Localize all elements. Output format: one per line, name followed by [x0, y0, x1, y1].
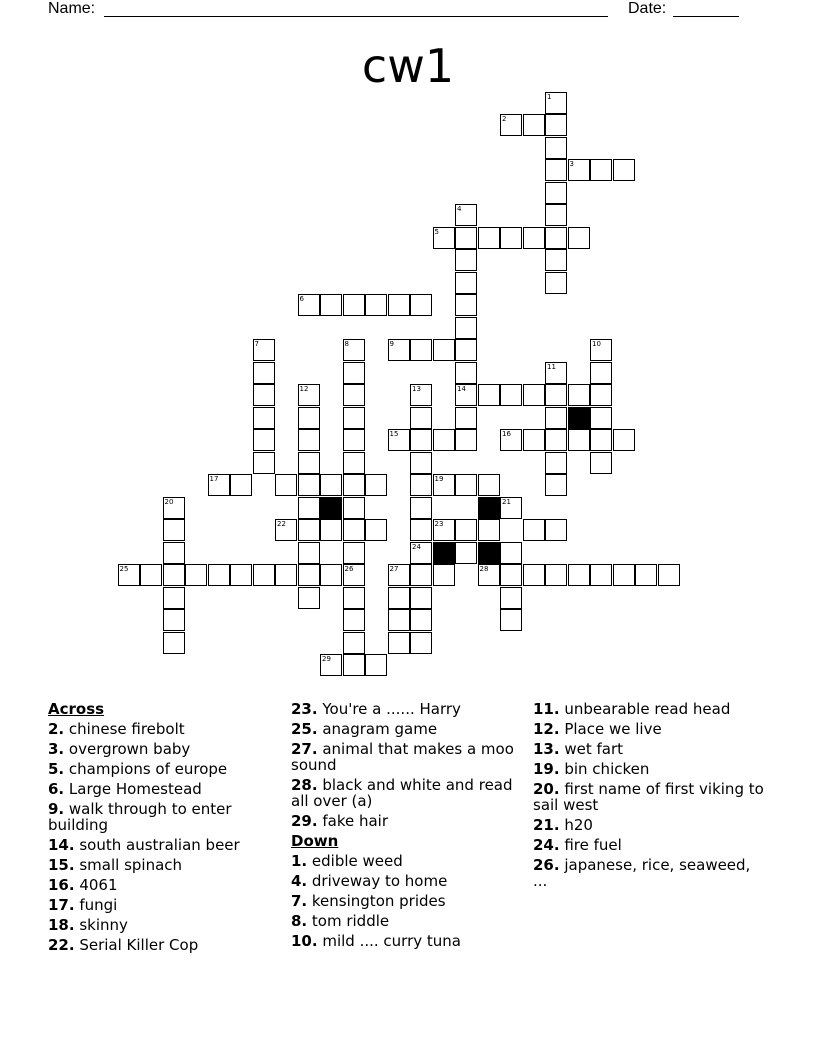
- grid-cell[interactable]: [410, 519, 432, 541]
- clue-column-1: [48, 701, 283, 957]
- grid-cell[interactable]: [253, 407, 275, 429]
- grid-cell[interactable]: [410, 294, 432, 316]
- clue-number: 28: [479, 565, 489, 573]
- grid-cell[interactable]: [410, 407, 432, 429]
- grid-cell[interactable]: [613, 564, 635, 586]
- grid-cell[interactable]: [343, 654, 365, 676]
- grid-cell[interactable]: [410, 587, 432, 609]
- clue-number-label: 19.: [533, 760, 560, 778]
- grid-cell[interactable]: [545, 227, 567, 249]
- grid-cell[interactable]: [343, 474, 365, 496]
- clue-text: Place we live: [559, 720, 662, 738]
- grid-cell[interactable]: [500, 384, 522, 406]
- black-square: [568, 407, 590, 429]
- grid-cell[interactable]: [298, 542, 320, 564]
- clue-number: 3: [569, 160, 574, 168]
- grid-cell[interactable]: [298, 407, 320, 429]
- grid-cell[interactable]: [478, 474, 500, 496]
- down-clue: [533, 837, 768, 853]
- grid-cell[interactable]: [253, 339, 275, 361]
- grid-cell[interactable]: [590, 159, 612, 181]
- down-clue: [533, 721, 768, 737]
- grid-cell[interactable]: [500, 114, 522, 136]
- date-label: Date:: [628, 0, 667, 17]
- grid-cell[interactable]: [500, 542, 522, 564]
- across-heading: Across: [48, 700, 105, 718]
- grid-cell[interactable]: [455, 339, 477, 361]
- grid-cell[interactable]: [388, 294, 410, 316]
- clue-number-label: 22.: [48, 936, 75, 954]
- grid-cell[interactable]: [118, 564, 140, 586]
- black-square: [478, 497, 500, 519]
- clue-text: anagram game: [317, 720, 438, 738]
- down-clue: [533, 741, 768, 757]
- grid-cell[interactable]: [208, 564, 230, 586]
- grid-cell[interactable]: [455, 204, 477, 226]
- clue-text: overgrown baby: [64, 740, 191, 758]
- grid-cell[interactable]: [568, 429, 590, 451]
- grid-cell[interactable]: [163, 587, 185, 609]
- clue-number-label: 20.: [533, 780, 560, 798]
- grid-cell[interactable]: [545, 384, 567, 406]
- clue-text: black and white and read all over (a): [291, 776, 513, 810]
- clue-text: driveway to home: [307, 872, 448, 890]
- grid-cell[interactable]: [613, 159, 635, 181]
- grid-cell[interactable]: [433, 564, 455, 586]
- clue-number: 13: [412, 385, 421, 393]
- grid-cell[interactable]: [320, 654, 342, 676]
- grid-cell[interactable]: [500, 497, 522, 519]
- grid-cell[interactable]: [298, 384, 320, 406]
- black-square: [320, 497, 342, 519]
- grid-cell[interactable]: [410, 429, 432, 451]
- grid-cell[interactable]: [568, 564, 590, 586]
- clue-number-label: 1.: [291, 852, 308, 870]
- across-clue: [48, 857, 283, 873]
- grid-cell[interactable]: [298, 474, 320, 496]
- grid-cell[interactable]: [455, 272, 477, 294]
- across-clue: [291, 813, 526, 829]
- grid-cell[interactable]: [500, 587, 522, 609]
- clue-text: h20: [559, 816, 593, 834]
- grid-cell[interactable]: [343, 519, 365, 541]
- grid-cell[interactable]: [523, 519, 545, 541]
- grid-cell[interactable]: [545, 182, 567, 204]
- grid-cell[interactable]: [320, 474, 342, 496]
- clue-text: south australian beer: [74, 836, 240, 854]
- grid-cell[interactable]: [365, 519, 387, 541]
- clue-number: 9: [389, 340, 394, 348]
- across-clue: [48, 801, 283, 833]
- grid-cell[interactable]: [365, 474, 387, 496]
- across-clue: [291, 721, 526, 737]
- grid-cell[interactable]: [545, 474, 567, 496]
- grid-cell[interactable]: [500, 609, 522, 631]
- grid-cell[interactable]: [185, 564, 207, 586]
- grid-cell[interactable]: [298, 587, 320, 609]
- clue-text: Large Homestead: [64, 780, 202, 798]
- clue-text: 4061: [74, 876, 118, 894]
- grid-cell[interactable]: [523, 227, 545, 249]
- across-clue: [48, 877, 283, 893]
- across-clue: [48, 781, 283, 797]
- grid-cell[interactable]: [410, 384, 432, 406]
- clue-text: fungi: [74, 896, 118, 914]
- clue-text: You're a ...... Harry: [317, 700, 461, 718]
- grid-cell[interactable]: [163, 564, 185, 586]
- clue-number-label: 29.: [291, 812, 318, 830]
- across-clue: [291, 777, 526, 809]
- grid-cell[interactable]: [455, 362, 477, 384]
- clue-number-label: 14.: [48, 836, 75, 854]
- across-clue: [48, 761, 283, 777]
- grid-cell[interactable]: [658, 564, 680, 586]
- grid-cell[interactable]: [410, 564, 432, 586]
- grid-cell[interactable]: [523, 384, 545, 406]
- clue-number: 12: [299, 385, 309, 393]
- grid-cell[interactable]: [298, 519, 320, 541]
- black-square: [433, 542, 455, 564]
- clue-number-label: 8.: [291, 912, 308, 930]
- down-clue: [291, 873, 526, 889]
- grid-cell[interactable]: [343, 609, 365, 631]
- grid-cell[interactable]: [478, 519, 500, 541]
- grid-cell[interactable]: [343, 542, 365, 564]
- grid-cell[interactable]: [163, 632, 185, 654]
- clue-text: chinese firebolt: [64, 720, 185, 738]
- clue-number: 21: [502, 497, 511, 506]
- grid-cell[interactable]: [455, 384, 477, 406]
- clue-number: 6: [299, 295, 304, 303]
- grid-cell[interactable]: [545, 564, 567, 586]
- down-clue: [533, 761, 768, 777]
- grid-cell[interactable]: [410, 339, 432, 361]
- clue-number: 20: [164, 497, 174, 506]
- clue-number-label: 15.: [48, 856, 75, 874]
- down-heading: Down: [291, 832, 339, 850]
- grid-cell[interactable]: [163, 609, 185, 631]
- grid-cell[interactable]: [230, 474, 252, 496]
- clue-number: 24: [412, 542, 421, 551]
- grid-cell[interactable]: [343, 339, 365, 361]
- clue-number-label: 6.: [48, 780, 65, 798]
- grid-cell[interactable]: [433, 227, 455, 249]
- grid-cell[interactable]: [433, 474, 455, 496]
- clue-number-label: 10.: [291, 932, 318, 950]
- grid-cell[interactable]: [545, 429, 567, 451]
- grid-cell[interactable]: [343, 632, 365, 654]
- clue-text: fire fuel: [559, 836, 622, 854]
- clue-text: walk through to enter building: [48, 800, 232, 834]
- grid-cell[interactable]: [410, 452, 432, 474]
- grid-cell[interactable]: [253, 384, 275, 406]
- grid-cell[interactable]: [298, 294, 320, 316]
- grid-cell[interactable]: [433, 519, 455, 541]
- clue-number-label: 4.: [291, 872, 308, 890]
- grid-cell[interactable]: [455, 227, 477, 249]
- grid-cell[interactable]: [410, 609, 432, 631]
- grid-cell[interactable]: [455, 249, 477, 271]
- grid-cell[interactable]: [163, 542, 185, 564]
- grid-cell[interactable]: [545, 137, 567, 159]
- across-clue: [48, 721, 283, 737]
- clue-text: bin chicken: [559, 760, 650, 778]
- clue-number: 7: [254, 340, 259, 348]
- clue-text: mild .... curry tuna: [317, 932, 461, 950]
- clue-text: edible weed: [307, 852, 403, 870]
- grid-cell[interactable]: [343, 452, 365, 474]
- grid-cell[interactable]: [590, 339, 612, 361]
- down-clue: [291, 913, 526, 929]
- grid-cell[interactable]: [343, 407, 365, 429]
- grid-cell[interactable]: [590, 564, 612, 586]
- down-clue: [291, 893, 526, 909]
- grid-cell[interactable]: [590, 429, 612, 451]
- grid-cell[interactable]: [253, 362, 275, 384]
- grid-cell[interactable]: [523, 429, 545, 451]
- clue-number: 1: [547, 92, 552, 101]
- clue-number: 15: [389, 430, 399, 438]
- clue-number: 29: [322, 655, 331, 663]
- grid-cell[interactable]: [388, 564, 410, 586]
- grid-cell[interactable]: [298, 497, 320, 519]
- clue-number-label: 9.: [48, 800, 65, 818]
- grid-cell[interactable]: [455, 429, 477, 451]
- clue-text: tom riddle: [307, 912, 390, 930]
- clue-text: wet fart: [559, 740, 624, 758]
- clue-text: small spinach: [74, 856, 183, 874]
- grid-cell[interactable]: [455, 294, 477, 316]
- grid-cell[interactable]: [343, 497, 365, 519]
- name-label: Name:: [48, 0, 96, 17]
- clue-number-label: 21.: [533, 816, 560, 834]
- grid-cell[interactable]: [253, 452, 275, 474]
- grid-cell[interactable]: [410, 497, 432, 519]
- grid-cell[interactable]: [545, 204, 567, 226]
- grid-cell[interactable]: [388, 587, 410, 609]
- down-clue: [291, 933, 526, 949]
- clue-number-label: 25.: [291, 720, 318, 738]
- grid-cell[interactable]: [478, 384, 500, 406]
- grid-cell[interactable]: [365, 654, 387, 676]
- down-clue: [533, 781, 768, 813]
- clue-number-label: 24.: [533, 836, 560, 854]
- across-clue: [48, 897, 283, 913]
- across-clue: [48, 837, 283, 853]
- grid-cell[interactable]: [545, 114, 567, 136]
- grid-cell[interactable]: [388, 339, 410, 361]
- grid-cell[interactable]: [275, 519, 297, 541]
- grid-cell[interactable]: [500, 564, 522, 586]
- grid-cell[interactable]: [545, 519, 567, 541]
- clue-text: animal that makes a moo sound: [291, 740, 514, 774]
- grid-cell[interactable]: [455, 407, 477, 429]
- clue-number: 19: [434, 475, 444, 483]
- grid-cell[interactable]: [343, 587, 365, 609]
- clue-number: 2: [502, 115, 507, 123]
- grid-cell[interactable]: [455, 474, 477, 496]
- grid-cell[interactable]: [298, 429, 320, 451]
- grid-cell[interactable]: [545, 249, 567, 271]
- grid-cell[interactable]: [568, 384, 590, 406]
- down-clue: [533, 817, 768, 833]
- clue-number-label: 2.: [48, 720, 65, 738]
- grid-cell[interactable]: [455, 542, 477, 564]
- grid-cell[interactable]: [388, 609, 410, 631]
- clue-number-label: 16.: [48, 876, 75, 894]
- grid-cell[interactable]: [590, 452, 612, 474]
- clue-number: 17: [209, 475, 219, 483]
- clue-number: 14: [457, 385, 466, 393]
- grid-cell[interactable]: [298, 452, 320, 474]
- clue-text: Serial Killer Cop: [74, 936, 199, 954]
- grid-cell[interactable]: [545, 452, 567, 474]
- grid-cell[interactable]: [568, 227, 590, 249]
- grid-cell[interactable]: [545, 272, 567, 294]
- clue-number: 5: [434, 227, 439, 236]
- clue-text: fake hair: [317, 812, 389, 830]
- clue-number-label: 13.: [533, 740, 560, 758]
- across-clue: [48, 741, 283, 757]
- grid-cell[interactable]: [410, 542, 432, 564]
- grid-cell[interactable]: [478, 227, 500, 249]
- grid-cell[interactable]: [275, 474, 297, 496]
- grid-cell[interactable]: [545, 362, 567, 384]
- grid-cell[interactable]: [568, 159, 590, 181]
- clue-number: 27: [389, 565, 399, 573]
- grid-cell[interactable]: [253, 429, 275, 451]
- across-clue: [291, 741, 526, 773]
- clue-text: unbearable read head: [559, 700, 731, 718]
- grid-cell[interactable]: [590, 407, 612, 429]
- grid-cell[interactable]: [230, 564, 252, 586]
- grid-cell[interactable]: [365, 294, 387, 316]
- grid-cell[interactable]: [545, 159, 567, 181]
- grid-cell[interactable]: [523, 564, 545, 586]
- down-clue: [533, 701, 768, 717]
- grid-cell[interactable]: [523, 114, 545, 136]
- grid-cell[interactable]: [455, 317, 477, 339]
- clue-text: skinny: [74, 916, 128, 934]
- across-clue: [291, 701, 526, 717]
- grid-cell[interactable]: [163, 519, 185, 541]
- grid-cell[interactable]: [590, 362, 612, 384]
- clue-number-label: 11.: [533, 700, 560, 718]
- grid-cell[interactable]: [410, 632, 432, 654]
- grid-cell[interactable]: [140, 564, 162, 586]
- grid-cell[interactable]: [545, 92, 567, 114]
- across-clue: [48, 937, 283, 953]
- clue-text: japanese, rice, seaweed, ...: [533, 856, 751, 890]
- grid-cell[interactable]: [500, 429, 522, 451]
- grid-cell[interactable]: [253, 564, 275, 586]
- grid-cell[interactable]: [320, 564, 342, 586]
- grid-cell[interactable]: [613, 429, 635, 451]
- clue-number: 8: [344, 340, 349, 348]
- across-clue: [48, 917, 283, 933]
- clue-number-label: 17.: [48, 896, 75, 914]
- grid-cell[interactable]: [500, 227, 522, 249]
- puzzle-title: cw1: [361, 39, 455, 93]
- grid-cell[interactable]: [298, 564, 320, 586]
- clue-number: 22: [277, 520, 286, 528]
- clue-number-label: 27.: [291, 740, 318, 758]
- grid-cell[interactable]: [478, 564, 500, 586]
- clue-number-label: 7.: [291, 892, 308, 910]
- grid-cell[interactable]: [343, 429, 365, 451]
- clue-number: 10: [592, 340, 601, 348]
- grid-cell[interactable]: [545, 407, 567, 429]
- clue-number-label: 28.: [291, 776, 318, 794]
- grid-cell[interactable]: [343, 564, 365, 586]
- grid-cell[interactable]: [343, 362, 365, 384]
- grid-cell[interactable]: [455, 519, 477, 541]
- grid-cell[interactable]: [343, 294, 365, 316]
- down-clue: [291, 853, 526, 869]
- clue-number-label: 23.: [291, 700, 318, 718]
- down-clue: [533, 857, 768, 889]
- clue-number: 16: [502, 430, 511, 438]
- clue-number: 23: [434, 520, 444, 528]
- clue-text: kensington prides: [307, 892, 446, 910]
- grid-cell[interactable]: [410, 474, 432, 496]
- clue-column-2: [291, 701, 526, 953]
- grid-cell[interactable]: [388, 429, 410, 451]
- grid-cell[interactable]: [590, 384, 612, 406]
- clue-number-label: 26.: [533, 856, 560, 874]
- clue-column-3: [533, 701, 768, 893]
- grid-cell[interactable]: [275, 564, 297, 586]
- clue-number: 26: [344, 565, 354, 573]
- clue-text: champions of europe: [64, 760, 228, 778]
- clue-number-label: 5.: [48, 760, 65, 778]
- grid-cell[interactable]: [635, 564, 657, 586]
- grid-cell[interactable]: [320, 519, 342, 541]
- grid-cell[interactable]: [208, 474, 230, 496]
- clue-number: 11: [547, 362, 556, 371]
- clue-number-label: 3.: [48, 740, 65, 758]
- clue-text: first name of first viking to sail west: [533, 780, 764, 814]
- grid-cell[interactable]: [388, 632, 410, 654]
- grid-cell[interactable]: [433, 429, 455, 451]
- clue-number-label: 18.: [48, 916, 75, 934]
- black-square: [478, 542, 500, 564]
- grid-cell[interactable]: [343, 384, 365, 406]
- grid-cell[interactable]: [433, 339, 455, 361]
- grid-cell[interactable]: [320, 294, 342, 316]
- clue-number: 4: [457, 205, 462, 213]
- clue-number: 25: [119, 565, 129, 573]
- clue-number-label: 12.: [533, 720, 560, 738]
- grid-cell[interactable]: [163, 497, 185, 519]
